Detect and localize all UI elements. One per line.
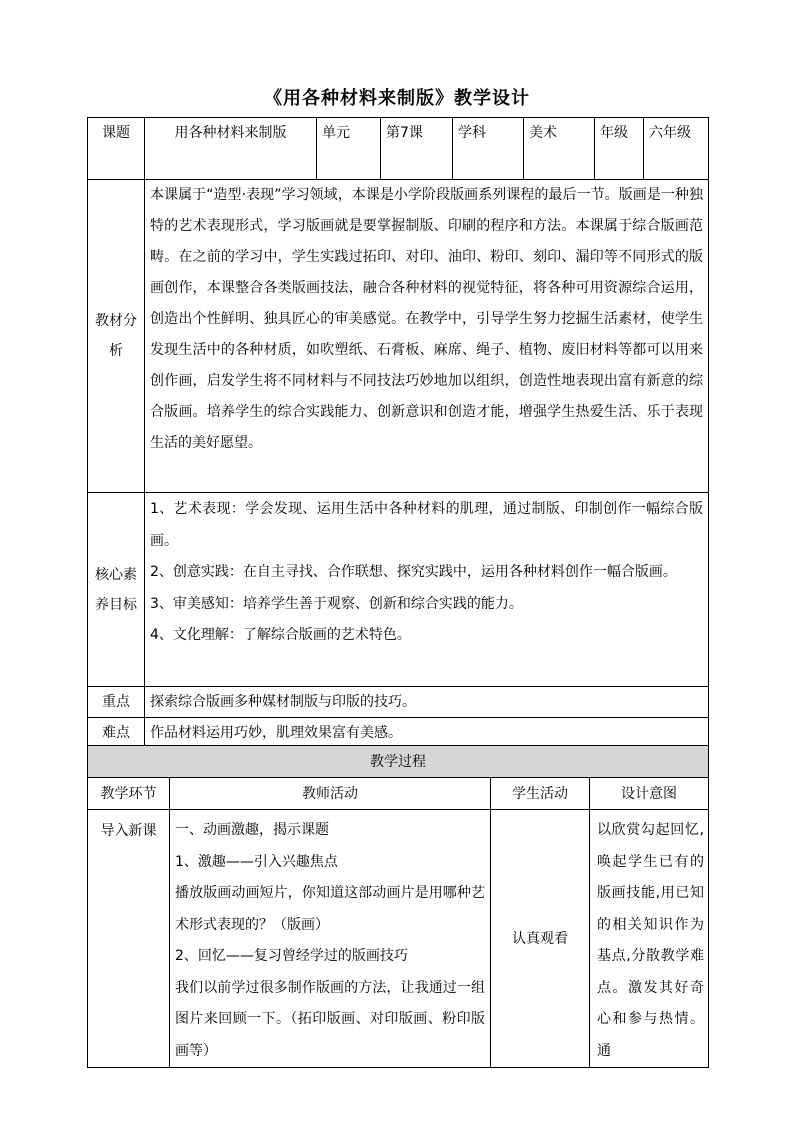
difficulty-text: 作品材料运用巧妙，肌理效果富有美感。 xyxy=(145,718,709,749)
column-header-student: 学生活动 xyxy=(491,778,590,810)
subject-value: 美术 xyxy=(524,118,595,180)
subject-label: 学科 xyxy=(453,118,524,180)
teacher-activity-line: 我们以前学过很多制作版画的方法，让我通过一组图片来回顾一下。（拓印版画、对印版画、粉印版画等） xyxy=(175,979,485,1059)
design-intent-cell xyxy=(590,810,709,1068)
process-columns-row xyxy=(88,778,709,810)
analysis-cell xyxy=(145,180,709,493)
key-point-label: 重点 xyxy=(88,687,145,718)
analysis-text: 本课属于“造型·表现”学习领域，本课是小学阶段版画系列课程的最后一节。版画是一种独特的艺术表现形式，学习版画就是要掌握制版、印刷的程序和方法。本课属于综合版画范畴。在之前的学习中，学生实践过拓印、对印、油印、粉印、刻印、漏印等不同形式的版画创作，本课整合各类版画技法，融合各种材料的视觉特征，将各种可用资源综合运用，创造出个性鲜明、独具匠心的审美感觉。在教学中，引导学生努力挖掘生活素材，使学生发现生活中的各种材质，如吹塑纸、石膏板、麻席、绳子、植物、废旧材料等都可以用来创作画，启发学生将不同材料与不同技法巧妙地加以组织，创造性地表现出富有新意的综合版画。培养学生的综合实践能力、创新意识和创造才能，增强学生热爱生活、乐于表现生活的美好愿望。 xyxy=(150,187,703,451)
goals-label: 核心素养目标 xyxy=(88,493,145,687)
grade-value: 六年级 xyxy=(644,118,709,180)
process-table xyxy=(87,745,709,1068)
process-header: 教学过程 xyxy=(88,746,709,778)
process-header-row xyxy=(88,746,709,778)
column-header-intent: 设计意图 xyxy=(590,778,709,810)
topic-label: 课题 xyxy=(88,118,145,180)
goal-item: 3、审美感知：培养学生善于观察、创新和综合实践的能力。 xyxy=(150,595,523,612)
analysis-label: 教材分析 xyxy=(88,180,145,493)
teacher-activity-line: 播放版画动画短片，你知道这部动画片是用哪种艺术形式表现的？（版画） xyxy=(175,885,485,933)
teacher-activity-line: 2、回忆——复习曾经学过的版画技巧 xyxy=(175,948,408,964)
grade-label: 年级 xyxy=(595,118,644,180)
design-intent-text: 以欣赏勾起回忆,唤起学生已有的版画技能,用已知的相关知识作为基点,分散教学难点。激发其好奇心和参与热情。通 xyxy=(597,822,704,1059)
difficulty-label: 难点 xyxy=(88,718,145,749)
teacher-activity-line: 1、激趣——引入兴趣焦点 xyxy=(175,853,338,870)
goal-item: 1、艺术表现：学会发现、运用生活中各种材料的肌理，通过制版、印制创作一幅综合版画。 xyxy=(150,501,703,549)
info-table xyxy=(87,117,709,749)
key-point-row xyxy=(88,687,709,718)
goal-item: 4、文化理解：了解综合版画的艺术特色。 xyxy=(150,627,411,643)
key-point-text: 探索综合版画多种媒材制版与印版的技巧。 xyxy=(145,687,709,718)
goals-row xyxy=(88,493,709,687)
process-row xyxy=(88,810,709,1068)
analysis-row xyxy=(88,180,709,493)
topic-value: 用各种材料来制版 xyxy=(145,118,317,180)
student-activity-cell: 认真观看 xyxy=(491,810,590,1068)
goals-cell xyxy=(145,493,709,687)
teacher-activity-line: 一、动画激趣，揭示课题 xyxy=(175,822,329,838)
stage-cell: 导入新课 xyxy=(88,810,170,1068)
teacher-activity-cell xyxy=(170,810,491,1068)
document-title: 《用各种材料来制版》教学设计 xyxy=(264,88,530,109)
unit-label: 单元 xyxy=(317,118,381,180)
info-row xyxy=(88,118,709,180)
column-header-teacher: 教师活动 xyxy=(170,778,491,810)
unit-value: 第7课 xyxy=(381,118,453,180)
difficulty-row xyxy=(88,718,709,749)
column-header-stage: 教学环节 xyxy=(88,778,170,810)
goal-item: 2、创意实践：在自主寻找、合作联想、探究实践中，运用各种材料创作一幅合版画。 xyxy=(150,564,677,580)
